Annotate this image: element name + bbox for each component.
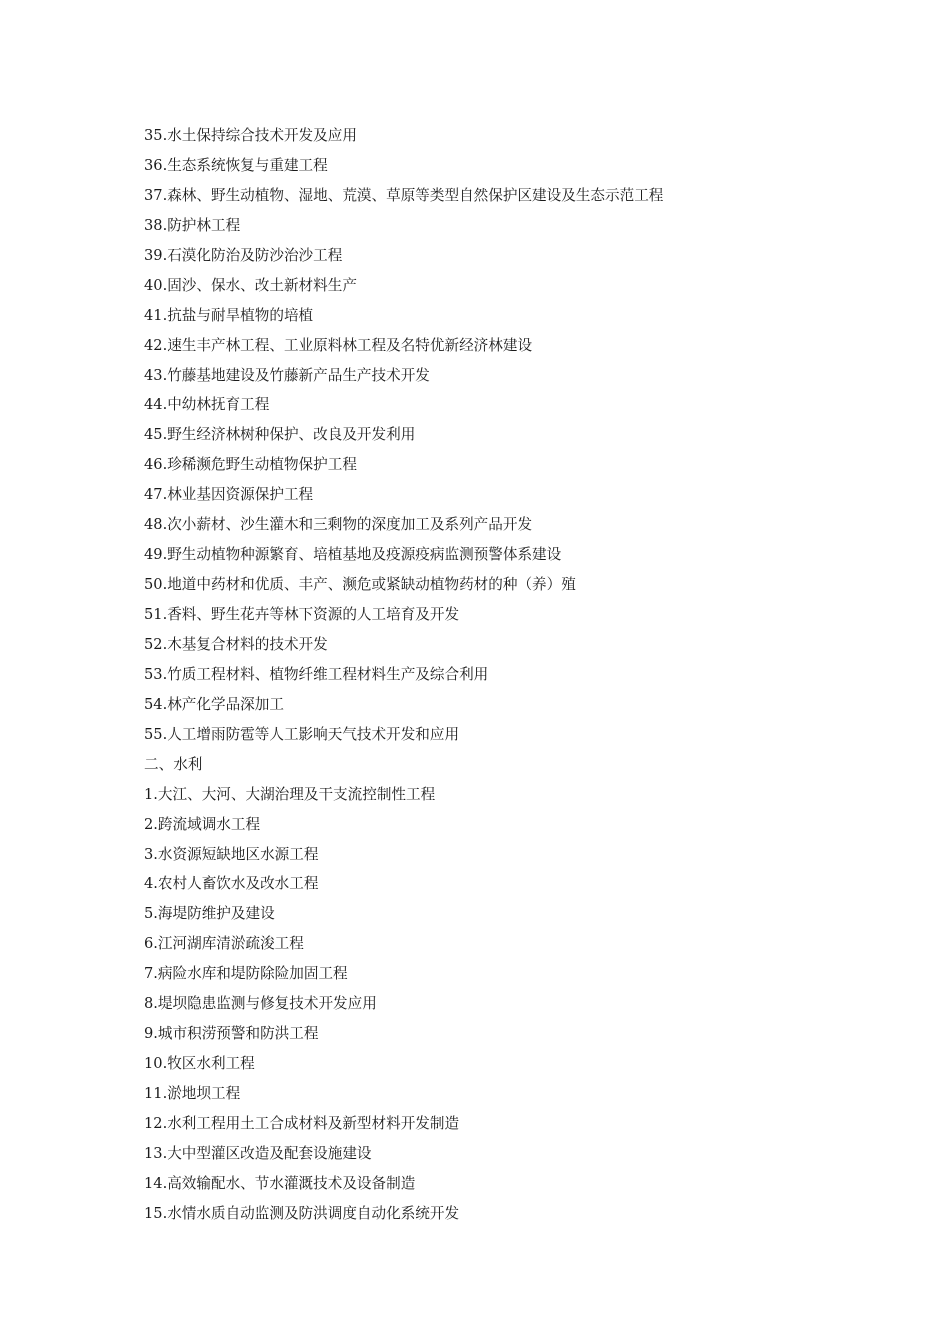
list-item: 3.水资源短缺地区水源工程 <box>144 845 319 863</box>
list-item: 41.抗盐与耐旱植物的培植 <box>144 306 314 324</box>
list-item: 54.林产化学品深加工 <box>144 695 284 713</box>
list-item: 55.人工增雨防雹等人工影响天气技术开发和应用 <box>144 725 460 743</box>
list-item: 48.次小薪材、沙生灌木和三剩物的深度加工及系列产品开发 <box>144 516 533 534</box>
list-item: 51.香料、野生花卉等林下资源的人工培育及开发 <box>144 606 460 623</box>
list-item: 6.江河湖库清淤疏浚工程 <box>144 935 304 953</box>
list-item: 53.竹质工程材料、植物纤维工程材料生产及综合利用 <box>144 665 489 683</box>
list-item: 11.淤地坝工程 <box>144 1085 241 1102</box>
list-item: 7.病险水库和堤防除险加固工程 <box>144 965 348 983</box>
list-item: 45.野生经济林树种保护、改良及开发利用 <box>144 426 416 444</box>
list-item: 39.石漠化防治及防沙治沙工程 <box>144 246 343 264</box>
section-heading: 二、水利 <box>144 755 203 773</box>
list-item: 36.生态系统恢复与重建工程 <box>144 156 328 174</box>
list-item: 14.高效输配水、节水灌溉技术及设备制造 <box>144 1174 416 1192</box>
list-item: 4.农村人畜饮水及改水工程 <box>144 875 319 893</box>
list-item: 44.中幼林抚育工程 <box>144 396 270 414</box>
list-item: 38.防护林工程 <box>144 216 241 234</box>
list-item: 50.地道中药材和优质、丰产、濒危或紧缺动植物药材的种（养）殖 <box>144 576 576 594</box>
list-item: 49.野生动植物种源繁育、培植基地及疫源疫病监测预警体系建设 <box>144 546 562 564</box>
list-item: 12.水利工程用土工合成材料及新型材料开发制造 <box>144 1114 460 1132</box>
document-body <box>144 121 844 1229</box>
list-item: 37.森林、野生动植物、湿地、荒漠、草原等类型自然保护区建设及生态示范工程 <box>144 186 664 204</box>
list-item: 43.竹藤基地建设及竹藤新产品生产技术开发 <box>144 366 430 384</box>
list-item: 40.固沙、保水、改土新材料生产 <box>144 276 357 294</box>
list-item: 52.木基复合材料的技术开发 <box>144 635 328 653</box>
list-item: 9.城市积涝预警和防洪工程 <box>144 1025 319 1043</box>
list-item: 5.海堤防维护及建设 <box>144 905 275 923</box>
list-item: 47.林业基因资源保护工程 <box>144 486 314 504</box>
list-item: 13.大中型灌区改造及配套设施建设 <box>144 1144 372 1162</box>
list-item: 1.大江、大河、大湖治理及干支流控制性工程 <box>144 785 436 803</box>
list-item: 46.珍稀濒危野生动植物保护工程 <box>144 456 357 474</box>
list-item: 8.堤坝隐患监测与修复技术开发应用 <box>144 995 377 1013</box>
list-item: 35.水土保持综合技术开发及应用 <box>144 127 357 144</box>
list-item: 15.水情水质自动监测及防洪调度自动化系统开发 <box>144 1204 460 1222</box>
list-item: 10.牧区水利工程 <box>144 1055 255 1073</box>
list-item: 42.速生丰产林工程、工业原料林工程及名特优新经济林建设 <box>144 336 533 354</box>
list-item: 2.跨流域调水工程 <box>144 815 261 833</box>
